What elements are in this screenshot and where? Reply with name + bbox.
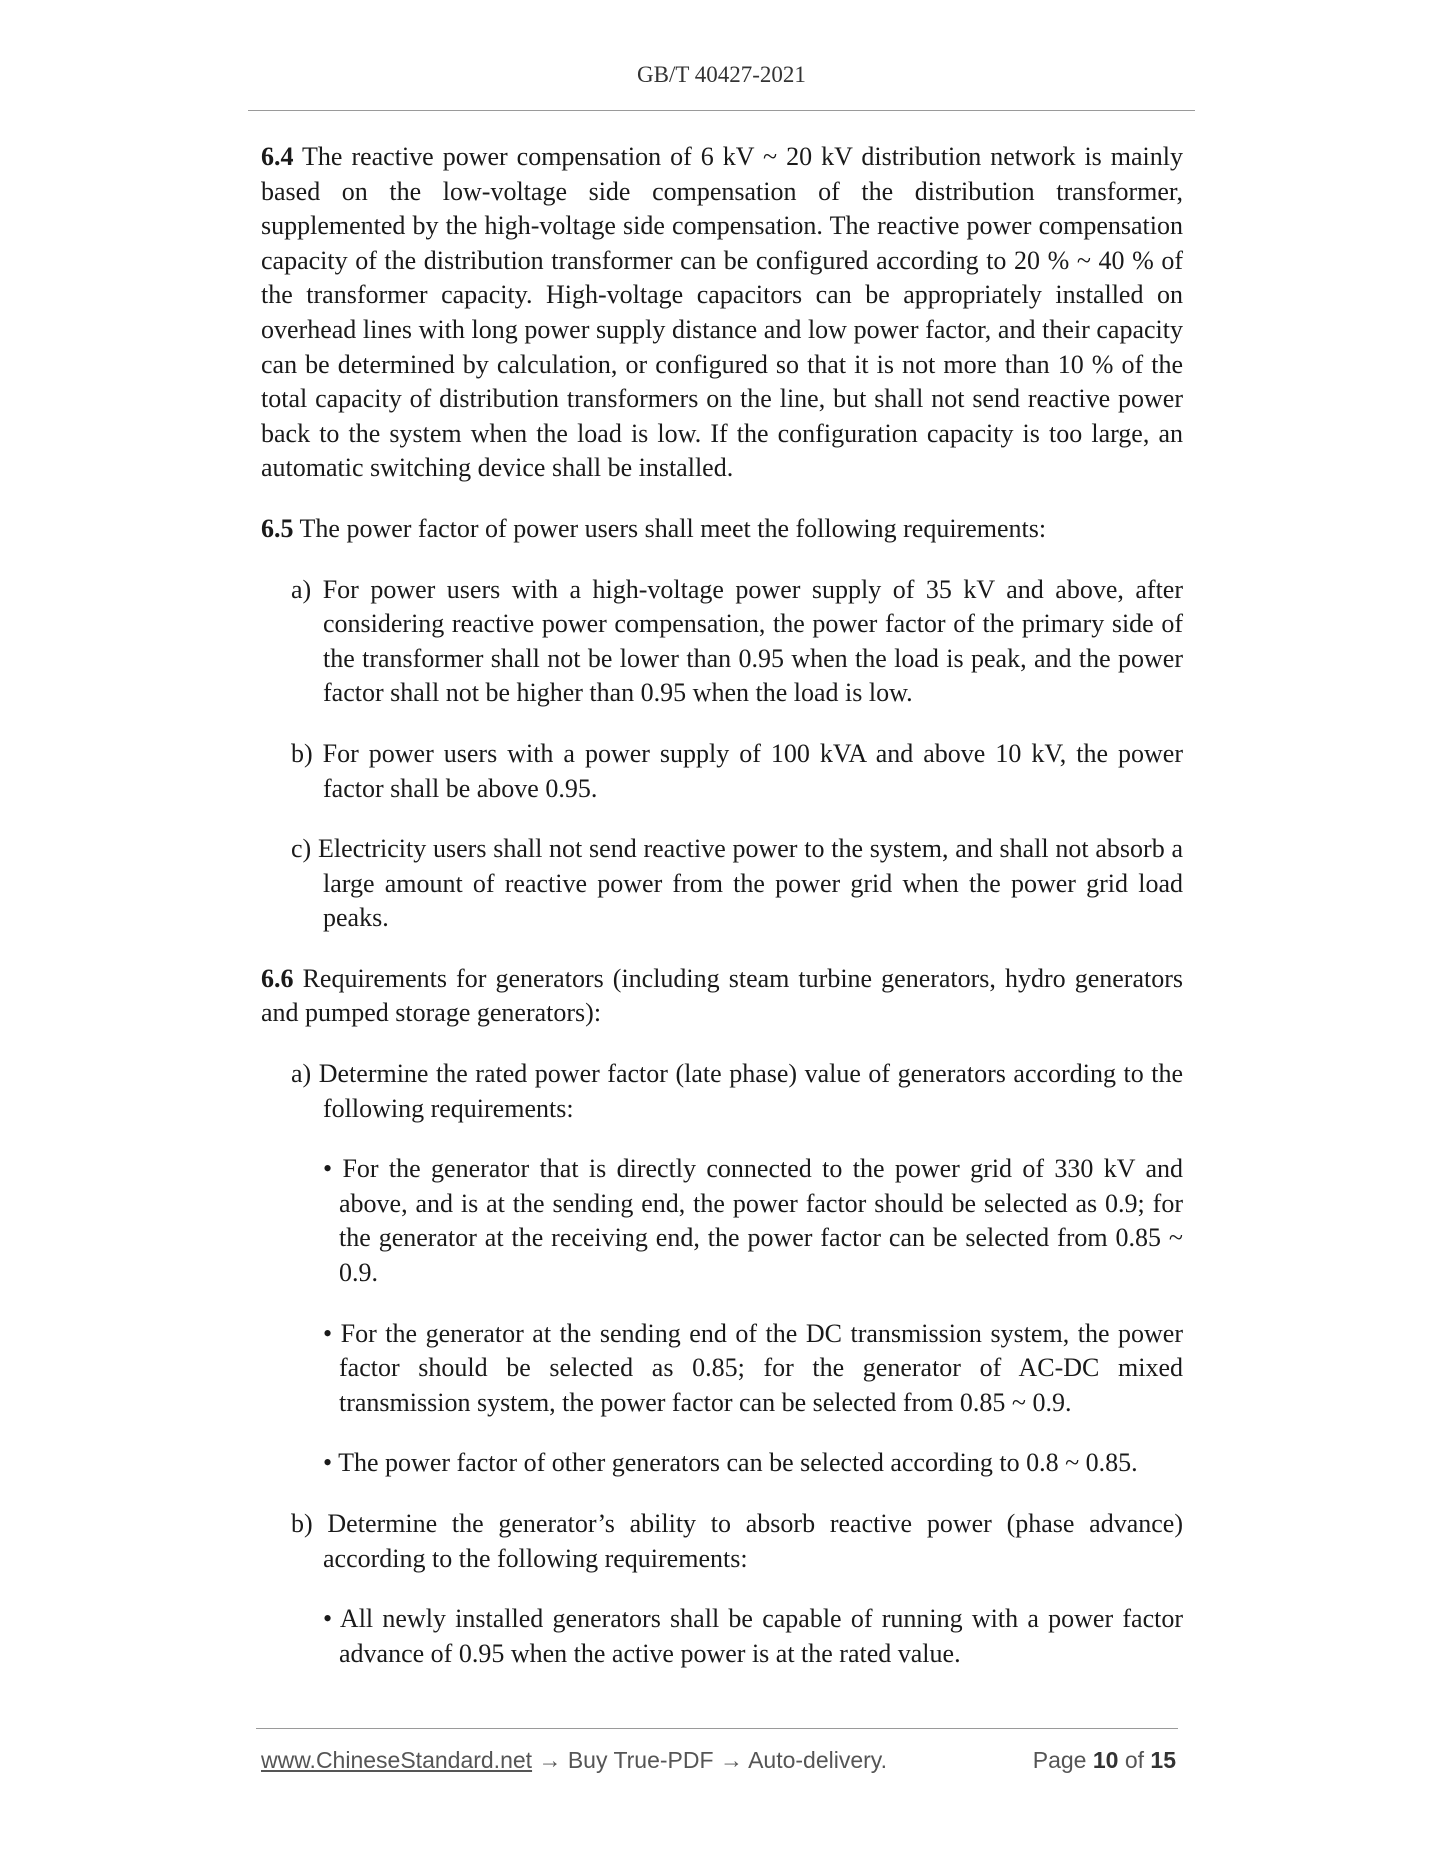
list-item-6-5-a: a) For power users with a high-voltage power supply of 35 kV and above, after considering reactive power compensation, the power factor of the primary side of the transformer shall not be lower than 0.95 when the load is peak, and the power factor shall not be higher than 0.95 when the load is low. <box>291 574 1183 708</box>
page-number: 10 <box>1092 1747 1119 1773</box>
bullet-item: • The power factor of other generators can be selected according to 0.8 ~ 0.85. <box>323 1448 1138 1478</box>
header-divider <box>248 110 1195 111</box>
list-item-6-6-a: a) Determine the rated power factor (late phase) value of generators according to the following requirements: <box>291 1059 1183 1123</box>
clause-text: Requirements for generators (including steam turbine generators, hydro generators and pumped storage generators): <box>261 963 1183 1028</box>
clause-6-5 <box>261 512 1183 547</box>
clause-number: 6.5 <box>261 513 294 543</box>
bullet-item: • All newly installed generators shall be capable of running with a power factor advance of 0.95 when the active power is at the rated value. <box>323 1604 1183 1668</box>
document-header: GB/T 40427-2021 <box>637 62 806 87</box>
clause-number: 6.6 <box>261 963 294 993</box>
clause-6-6 <box>261 962 1183 1031</box>
document-body <box>261 140 1183 1697</box>
clause-text: The reactive power compensation of 6 kV ~ 20 kV distribution network is mainly based on the low-voltage side compensation of the distribution transformer, supplemented by the high-voltage side compensation. The reactive power compensation capacity of the distribution transformer can be configured according to 20 % ~ 40 % of the transformer capacity. High-voltage capacitors can be appropriately installed on overhead lines with long power supply distance and low power factor, and their capacity can be determined by calculation, or configured so that it is not more than 10 % of the total capacity of distribution transformers on the line, but shall not send reactive power back to the system when the load is low. If the configuration capacity is too large, an automatic switching device shall be installed. <box>261 142 1183 483</box>
clause-6-4 <box>261 140 1183 486</box>
of-label: of <box>1124 1747 1145 1773</box>
footer-promo <box>261 1747 887 1774</box>
arrow-right-icon: → <box>538 1747 562 1773</box>
bullet-item: • For the generator at the sending end of the DC transmission system, the power factor should be selected as 0.85; for the generator of AC-DC mixed transmission system, the power factor can be selected from 0.85 ~ 0.9. <box>323 1318 1183 1417</box>
list-item-6-5-c: c) Electricity users shall not send reactive power to the system, and shall not absorb a large amount of reactive power from the power grid when the power grid load peaks. <box>291 834 1183 933</box>
buy-pdf-text: Buy True-PDF <box>567 1747 714 1773</box>
website-link[interactable]: www.ChineseStandard.net <box>261 1747 533 1773</box>
page-label: Page <box>1032 1747 1087 1773</box>
page-indicator <box>1033 1747 1176 1774</box>
list-item-6-6-b: b) Determine the generator’s ability to absorb reactive power (phase advance) according to the following requirements: <box>291 1509 1183 1573</box>
footer-divider <box>256 1728 1178 1729</box>
page-total: 15 <box>1150 1747 1176 1773</box>
page-footer <box>261 1747 1176 1779</box>
clause-number: 6.4 <box>261 142 294 171</box>
list-item-6-5-b: b) For power users with a power supply of 100 kVA and above 10 kV, the power factor shall be above 0.95. <box>291 738 1183 803</box>
auto-delivery-text: Auto-delivery. <box>748 1747 887 1773</box>
clause-text: The power factor of power users shall meet the following requirements: <box>299 513 1047 543</box>
arrow-right-icon: → <box>719 1747 743 1773</box>
bullet-item: • For the generator that is directly connected to the power grid of 330 kV and above, and is at the sending end, the power factor should be selected as 0.9; for the generator at the receiving end, the power factor can be selected from 0.85 ~ 0.9. <box>323 1154 1183 1288</box>
